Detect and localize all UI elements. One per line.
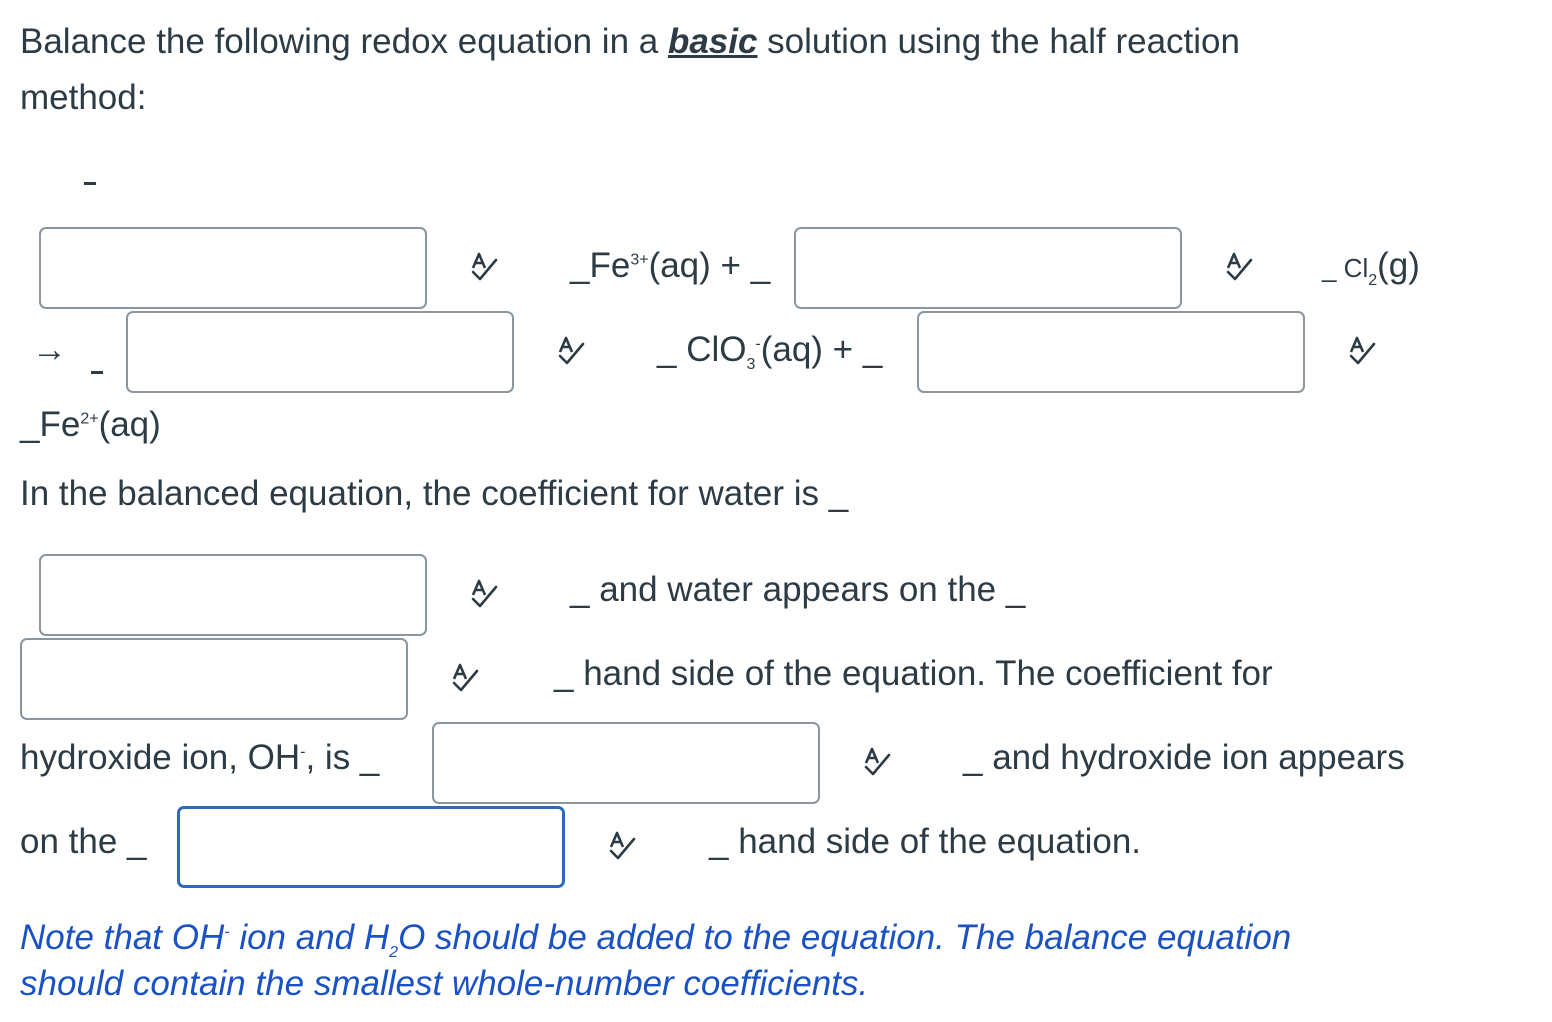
blank-dash	[84, 182, 96, 185]
spellcheck-icon[interactable]	[468, 250, 502, 284]
spellcheck-icon[interactable]	[606, 829, 640, 863]
coefficient-cl-input[interactable]	[794, 227, 1182, 309]
water-coefficient-question: In the balanced equation, the coefficient for water is _	[20, 474, 849, 513]
fe2-term: $\_Fe^{2+}(aq)$	[20, 405, 161, 444]
hydroxide-side-input[interactable]	[177, 806, 565, 888]
water-coefficient-input[interactable]	[39, 554, 427, 636]
instruction-line-2: method:	[20, 78, 147, 117]
fe3-term: $\_Fe^{3+}(aq)$ + _	[570, 246, 771, 285]
spellcheck-icon[interactable]	[555, 334, 589, 368]
coefficient-fe2-input[interactable]	[917, 311, 1305, 393]
hydroxide-side-question: _ and hydroxide ion appears	[963, 738, 1405, 777]
final-question: _ hand side of the equation.	[709, 822, 1142, 861]
basic-emphasis: basic	[667, 22, 758, 61]
spellcheck-icon[interactable]	[861, 745, 895, 779]
reaction-arrow: →	[32, 330, 67, 369]
note-line-2: should contain the smallest whole-number coefficients.	[20, 964, 869, 1003]
cl2-term: _ $Cl_2(g)$	[1322, 246, 1420, 289]
instruction-line-1: Balance the following redox equation in a basic solution using the half reaction	[20, 22, 1240, 61]
on-the-label: on the _	[20, 822, 147, 861]
water-side-question: _ and water appears on the _	[570, 570, 1026, 609]
clo3-term: _ ClO$_3$-(aq) + _	[657, 330, 883, 373]
blank-dash	[91, 371, 103, 374]
coefficient-fe3-input[interactable]	[39, 227, 427, 309]
spellcheck-icon[interactable]	[1223, 250, 1257, 284]
hydroxide-coefficient-input[interactable]	[432, 722, 820, 804]
coefficient-clo3-input[interactable]	[126, 311, 514, 393]
spellcheck-icon[interactable]	[449, 661, 483, 695]
spellcheck-icon[interactable]	[468, 577, 502, 611]
spellcheck-icon[interactable]	[1346, 334, 1380, 368]
note-line-1: Note that OH- ion and $H_2O$ should be added to the equation. The balance equation	[20, 918, 1292, 961]
water-side-input[interactable]	[20, 638, 408, 720]
hydroxide-coefficient-question: _ hand side of the equation. The coefficient for	[554, 654, 1273, 693]
hydroxide-label: hydroxide ion, OH-, is _	[20, 738, 380, 777]
